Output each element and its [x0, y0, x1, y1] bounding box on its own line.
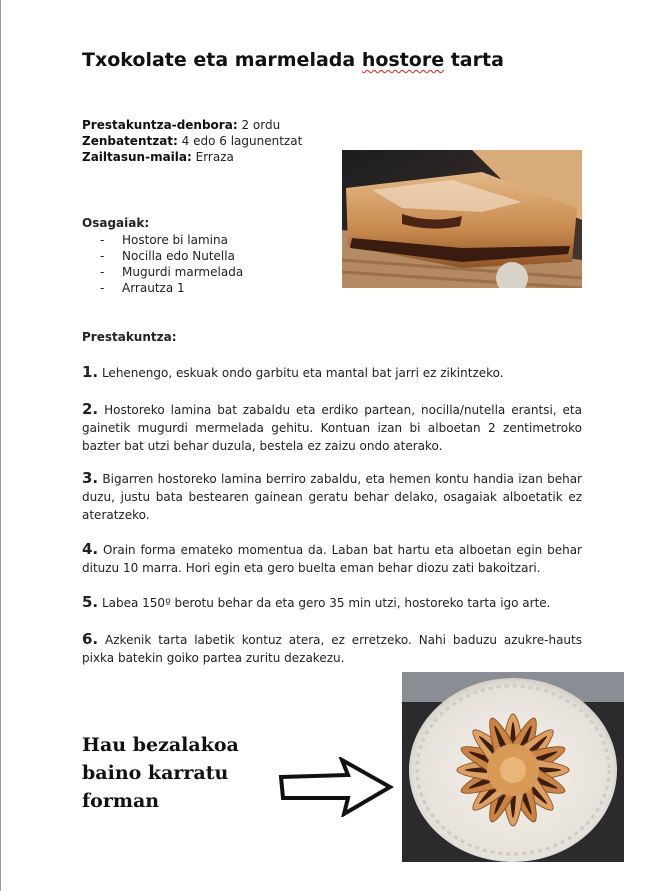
step-3 — [82, 469, 582, 524]
step-5 — [82, 593, 582, 612]
page-edge — [0, 0, 1, 891]
step-number: 6. — [82, 630, 99, 648]
ingredient-item: - Nocilla edo Nutella — [100, 248, 243, 264]
step-6 — [82, 630, 582, 667]
preparation-heading: Prestakuntza: — [82, 330, 177, 344]
ingredient-item: - Hostore bi lamina — [100, 232, 243, 248]
pastry-photo — [342, 150, 582, 288]
step-number: 2. — [82, 400, 99, 418]
recipe-meta — [82, 117, 302, 165]
recipe-title: Txokolate eta marmelada hostore tarta — [82, 49, 504, 71]
step-number: 1. — [82, 363, 99, 381]
ingredient-item: - Mugurdi marmelada — [100, 264, 243, 280]
step-text: Lehenengo, eskuak ondo garbitu eta mantal bat jarri ez zikintzeko. — [98, 366, 504, 380]
arrow-right-icon — [278, 757, 394, 821]
meta-servings: Zenbatentzat: 4 edo 6 lagunentzat — [82, 134, 303, 148]
step-number: 4. — [82, 540, 99, 558]
step-number: 3. — [82, 469, 99, 487]
ingredients-list — [100, 232, 243, 296]
star-pastry-photo — [402, 672, 624, 862]
step-text: Hostoreko lamina bat zabaldu eta erdiko partean, nocilla/nutella erantsi, eta gainetik mugurdi mermelada gehitu. Kontuan izan bi alboetan 2 zentimetroko bazter bat utzi behar duzula, bestela ez zaizu ondo aterako. — [82, 403, 582, 453]
step-text: Orain forma emateko momentua da. Laban bat hartu eta alboetan egin behar dituzu 10 marra. Hori egin eta gero buelta eman behar diozu zati bakoitzari. — [82, 543, 582, 575]
step-text: Azkenik tarta labetik kontuz atera, ez erretzeko. Nahi baduzu azukre-hauts pixka batekin goiko partea zuritu dezakezu. — [82, 633, 582, 665]
meta-difficulty: Zailtasun-maila: Erraza — [82, 150, 234, 164]
step-2 — [82, 400, 582, 455]
step-4 — [82, 540, 582, 577]
step-text: Labea 150º berotu behar da eta gero 35 min utzi, hostoreko tarta igo arte. — [98, 596, 551, 610]
closing-note: Hau bezalakoa baino karratu forman — [82, 734, 239, 812]
spellcheck-underlined-word: hostore — [361, 49, 445, 71]
step-text: Bigarren hostoreko lamina berriro zabaldu, eta hemen kontu handia izan behar duzu, justu bata bestearen gainean geratu behar delako, osagaiak alboetatik ez ateratzeko. — [82, 472, 582, 522]
step-1 — [82, 363, 582, 382]
step-number: 5. — [82, 593, 99, 611]
meta-time: Prestakuntza-denbora: 2 ordu — [82, 118, 281, 132]
ingredients-heading: Osagaiak: — [82, 216, 150, 230]
ingredient-item: - Arrautza 1 — [100, 280, 243, 296]
